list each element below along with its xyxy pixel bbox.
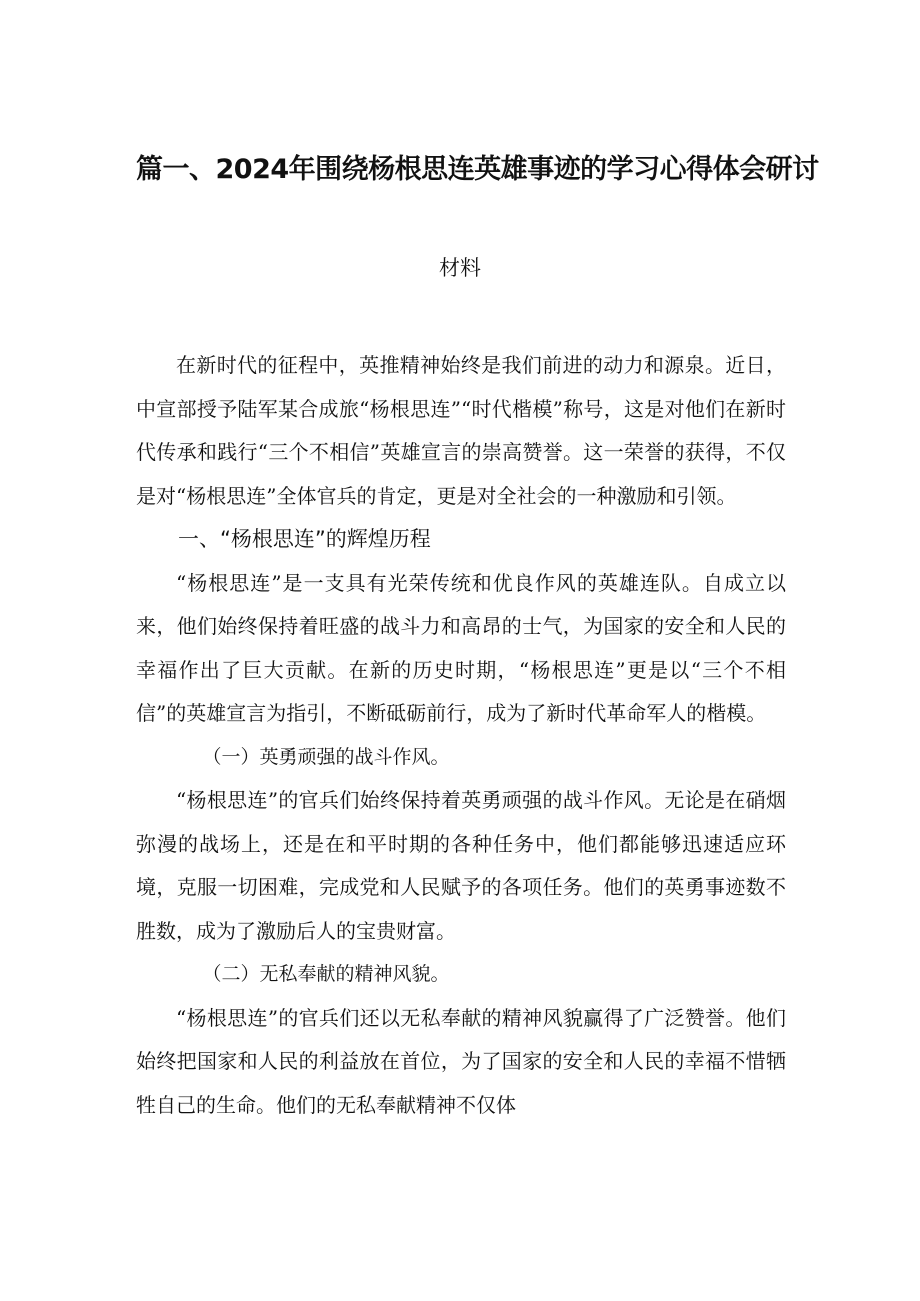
section-heading-1: 一、“杨根思连”的辉煌历程 [178,527,431,551]
paragraph-combat-style: “杨根思连”的官兵们始终保持着英勇顽强的战斗作风。无论是在硝烟弥漫的战场上，还是在和平时期的各种任务中，他们都能够迅速适应环境，克服一切困难，完成党和人民赋予的各项任务。他们的英勇事迹数不胜数，成为了激励后人的宝贵财富。 [136,788,786,943]
subsection-heading-2: （二）无私奉献的精神风貌。 [202,963,450,985]
document-title-line-1: 篇一、2024年围绕杨根思连英雄事迹的学习心得体会研讨 [136,154,819,185]
paragraph-dedication: “杨根思连”的官兵们还以无私奉献的精神风貌赢得了广泛赞誉。他们始终把国家和人民的利益放在首位，为了国家的安全和人民的幸福不惜牺牲自己的生命。他们的无私奉献精神不仅体 [136,1005,786,1117]
paragraph-intro: 在新时代的征程中，英推精神始终是我们前进的动力和源泉。近日，中宣部授予陆军某合成旅“杨根思连”“时代楷模”称号，这是对他们在新时代传承和践行“三个不相信”英雄宣言的崇高赞誉。这一荣誉的获得，不仅是对“杨根思连”全体官兵的肯定，更是对全社会的一种激励和引领。 [136,353,786,508]
subsection-heading-1: （一）英勇顽强的战斗作风。 [202,745,450,768]
document-title-line-2: 材料 [439,256,481,280]
document-body [136,344,786,1127]
paragraph-history: “杨根思连”是一支具有光荣传统和优良作风的英雄连队。自成立以来，他们始终保持着旺盛的战斗力和高昂的士气，为国家的安全和人民的幸福作出了巨大贡献。在新的历史时期，“杨根思连”更是以“三个不相信”的英雄宣言为指引，不断砥砺前行，成为了新时代革命军人的楷模。 [136,570,786,725]
